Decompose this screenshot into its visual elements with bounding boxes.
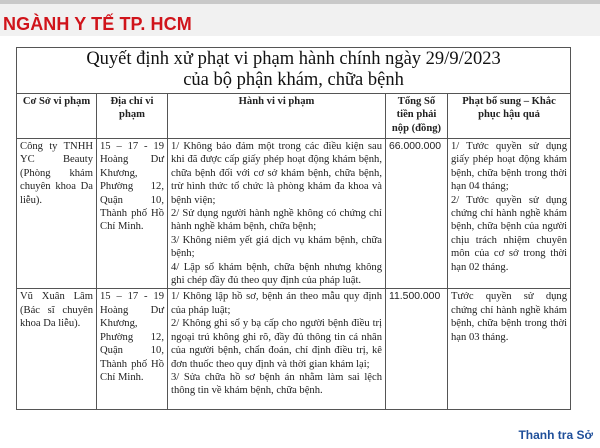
violations-cell [168, 139, 386, 289]
column-header-address: Địa chỉ vi phạm [97, 94, 168, 139]
document-title-line-1: Quyết định xử phạt vi phạm hành chính ngày 29/9/2023 [86, 49, 501, 69]
violation-item: 1/ Không lập hồ sơ, bệnh án theo mẫu quy định của pháp luật; [171, 291, 382, 316]
table-header-row [17, 94, 571, 139]
violation-item: 2/ Không ghi sổ y bạ cấp cho người bệnh điều trị ngoại trú không ghi rõ, đầy đủ thông tin cá nhân của người bệnh, chẩn đoán, chỉ định điều trị, kê đơn thuốc theo quy định và thời gian khám lại; [171, 318, 382, 370]
address-cell: 15 – 17 - 19 Hoàng Dư Khương, Phường 12, Quận 10, Thành phố Hồ Chí Minh. [97, 139, 168, 289]
site-header [0, 4, 600, 36]
facility-cell: Vũ Xuân Lâm (Bác sĩ chuyên khoa Da liễu). [17, 289, 97, 410]
remedy-item: 1/ Tước quyền sử dụng giấy phép hoạt động khám bệnh, chữa bệnh trong thời hạn 04 tháng; [451, 141, 568, 193]
column-header-facility: Cơ Sở vi phạm [17, 94, 97, 139]
address-cell: 15 – 17 - 19 Hoàng Dư Khương, Phường 12, Quận 10, Thành phố Hồ Chí Minh. [97, 289, 168, 410]
remedies-cell [448, 139, 571, 289]
fine-amount-cell: 11.500.000 [386, 289, 448, 410]
table-row [17, 289, 571, 410]
column-header-fine: Tổng Số tiền phải nộp (đồng) [386, 94, 448, 139]
fine-amount-cell: 66.000.000 [386, 139, 448, 289]
violation-item: 3/ Sửa chữa hồ sơ bệnh án nhằm làm sai lệch thông tin về khám bệnh, chữa bệnh. [171, 371, 382, 397]
violation-item: 2/ Sử dụng người hành nghề không có chứng chỉ hành nghề khám bệnh, chữa bệnh; [171, 208, 382, 233]
column-header-violations: Hành vi vi phạm [168, 94, 386, 139]
remedy-item: 2/ Tước quyền sử dụng chứng chỉ hành nghề khám bệnh, chữa bệnh của người chịu trách nhiệm chuyên môn của cơ sở trong thời hạn 02 tháng. [451, 194, 568, 273]
table-title-row [17, 48, 571, 94]
site-title: NGÀNH Y TẾ TP. HCM [3, 14, 192, 34]
violation-item: 1/ Không bảo đảm một trong các điều kiện sau khi đã được cấp giấy phép hoạt động khám bệnh, chữa bệnh đối với cơ sở khám bệnh, chữa bệnh, trừ hình thức tổ chức là phòng khám đa khoa và bệnh viện; [171, 141, 382, 206]
violation-item: 3/ Không niêm yết giá dịch vụ khám bệnh, chữa bệnh; [171, 234, 382, 260]
source-credit: Thanh tra Sở [518, 428, 593, 442]
document-title [17, 48, 571, 94]
remedy-item: Tước quyền sử dụng chứng chỉ hành nghề khám bệnh, chữa bệnh trong thời hạn 03 tháng. [451, 291, 568, 343]
violation-item: 4/ Lập sổ khám bệnh, chữa bệnh nhưng không ghi chép đầy đủ theo quy định của pháp luật. [171, 261, 382, 287]
table-row [17, 139, 571, 289]
column-header-remedies: Phạt bổ sung – Khắc phục hậu quả [448, 94, 571, 139]
violations-cell [168, 289, 386, 410]
remedies-cell [448, 289, 571, 410]
facility-cell: Công ty TNHH YC Beauty (Phòng khám chuyên khoa Da liễu). [17, 139, 97, 289]
penalty-decision-table [16, 47, 571, 410]
document-title-line-2: của bộ phận khám, chữa bệnh [183, 70, 404, 90]
